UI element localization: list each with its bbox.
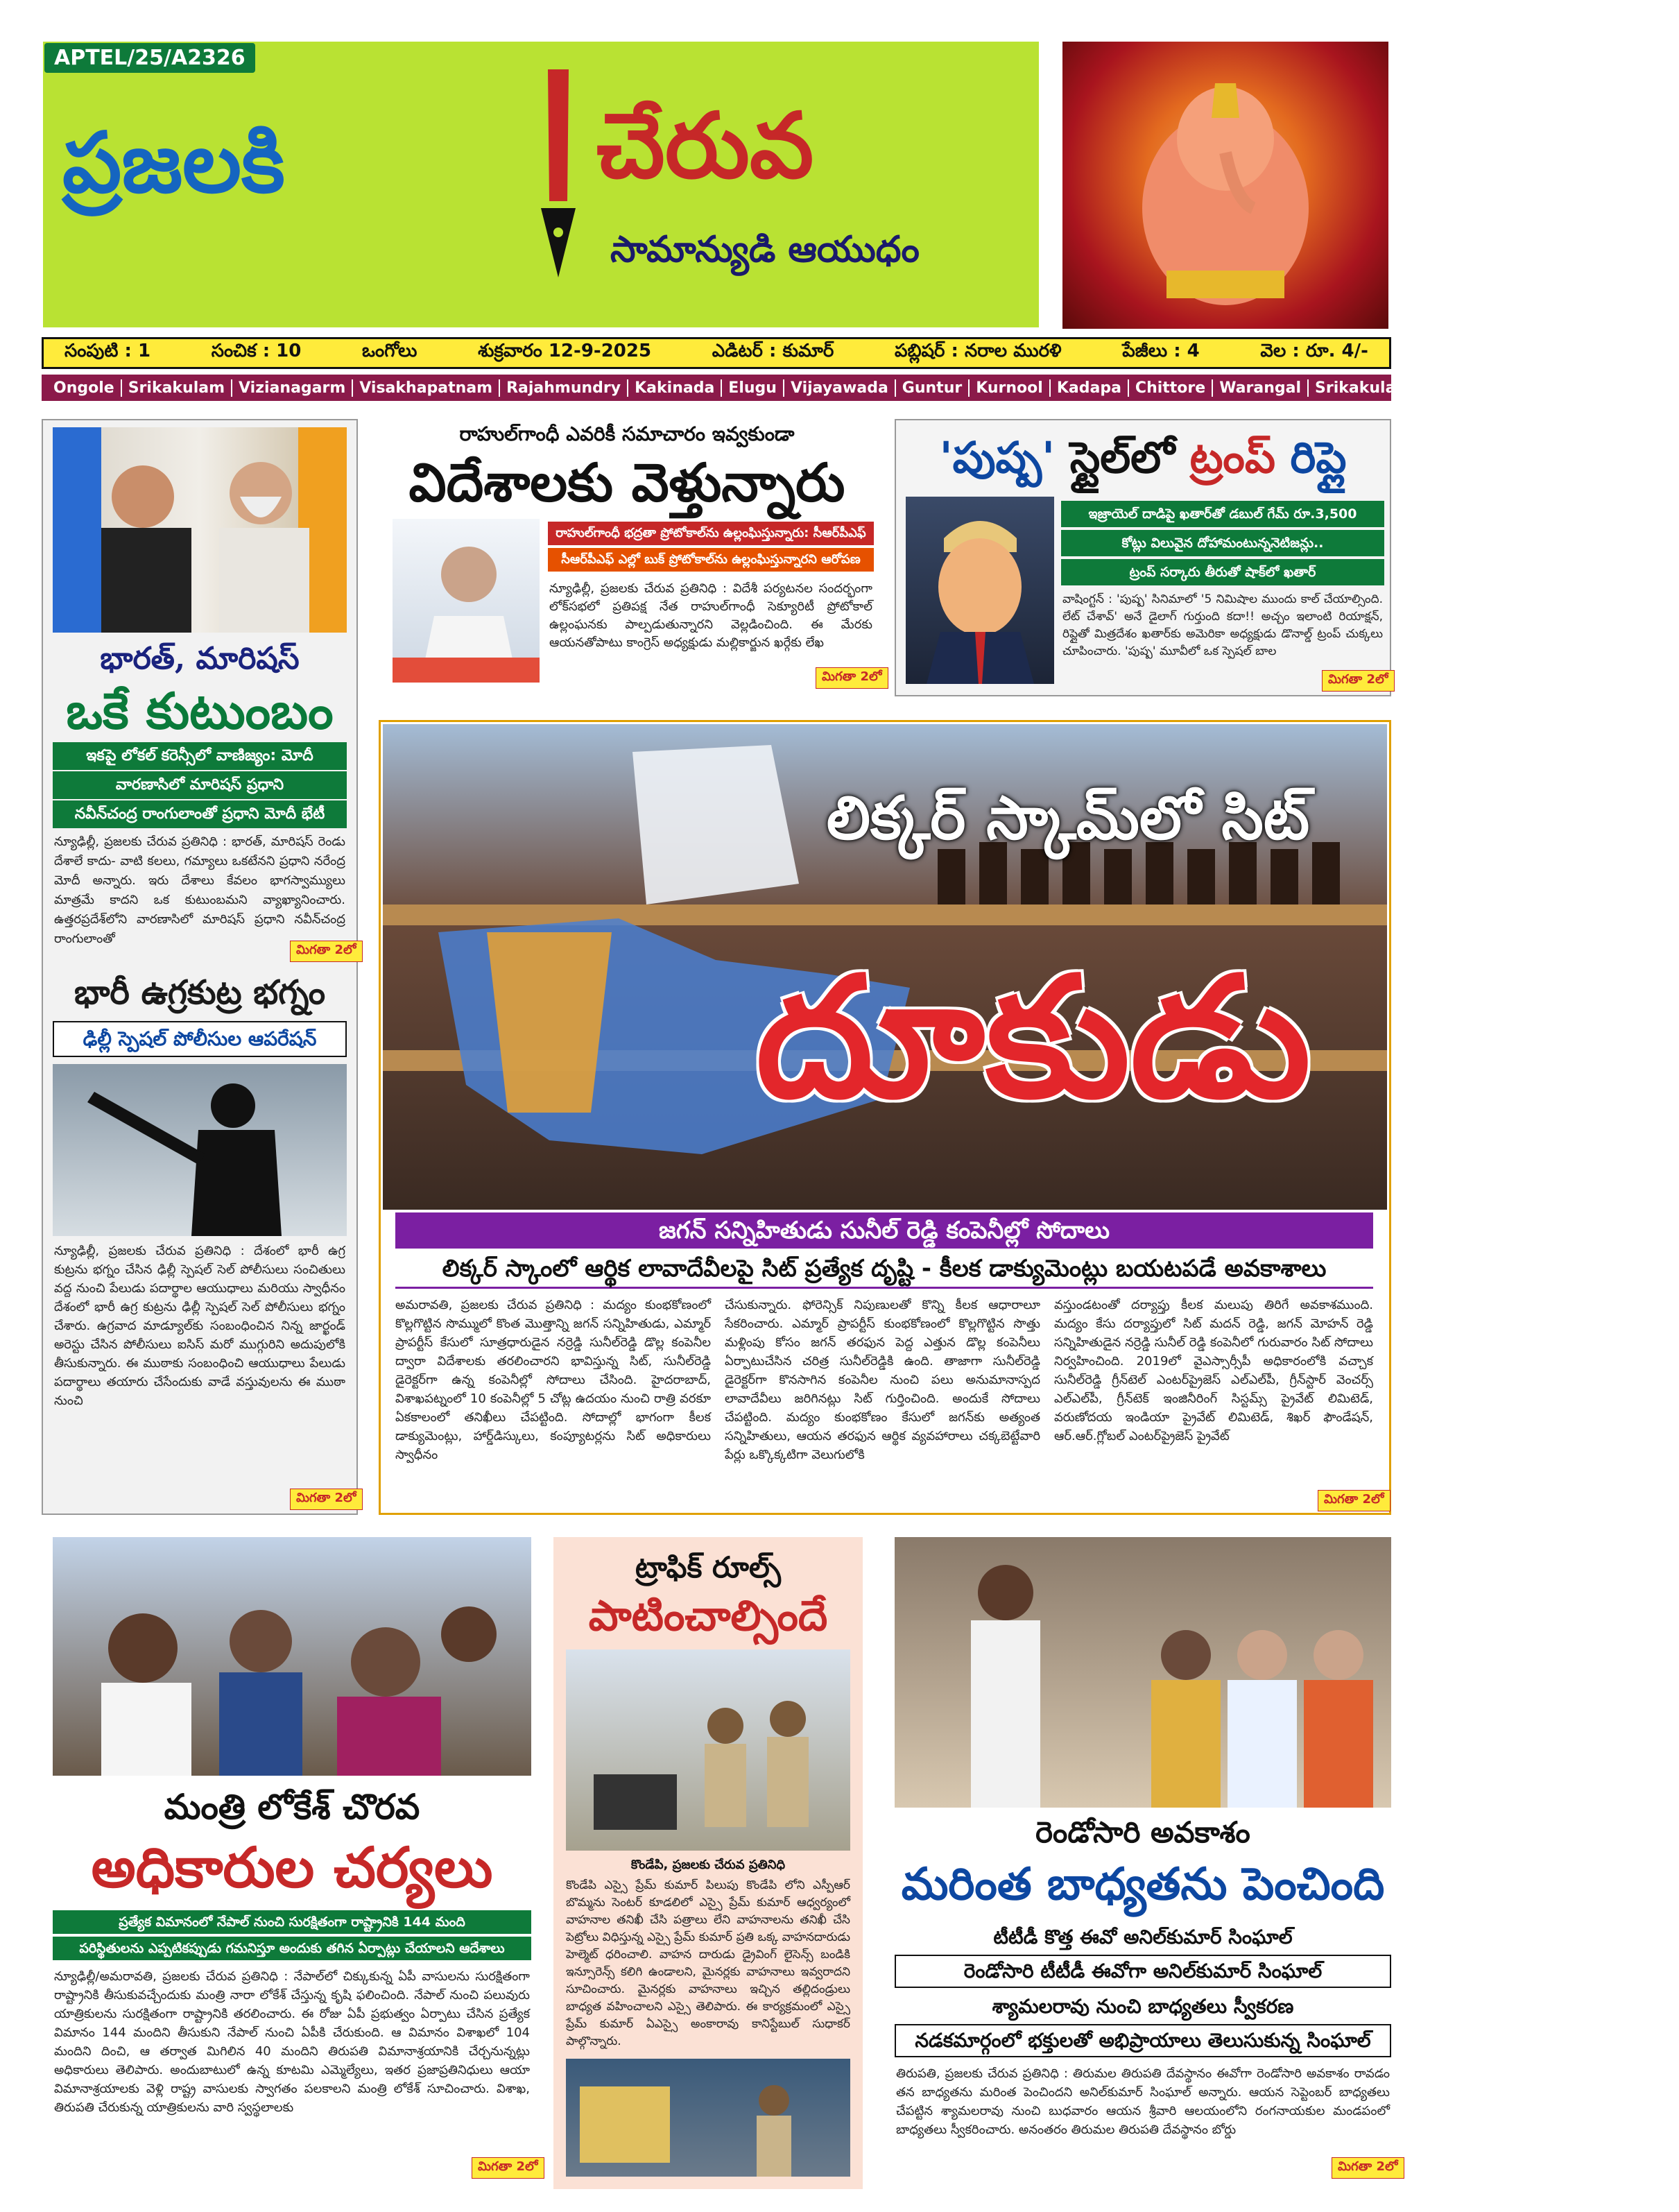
editor: ఎడిటర్ : కుమార్ — [712, 341, 834, 361]
ttd-line1: టీటీడీ కొత్త ఈవో అనిల్‌కుమార్ సింఘాల్ — [993, 1926, 1293, 1948]
terror-more-link[interactable]: మిగతా 2లో — [290, 1489, 363, 1510]
rahul-strip1: రాహుల్‌గాంధీ భద్రతా ప్రోటోకాల్‌ను ఉల్లంఘిస్తున్నారు: సీఆర్‌పీఎఫ్ — [548, 522, 874, 545]
terror-silhouette-photo — [53, 1064, 347, 1236]
traffic-title-small: ట్రాఫిక్ రూల్స్ — [635, 1550, 781, 1584]
city: Warangal — [1213, 379, 1309, 397]
lokesh-bar1: ప్రత్యేక విమానంలో నేపాల్ నుంచి సురక్షితంగా రాష్ట్రానికి 144 మంది — [53, 1910, 531, 1934]
mauritius-title-small: భారత్, మారిషస్ — [100, 641, 300, 676]
mauritius-title-big: ఒకే కుటుంబం — [66, 681, 334, 740]
title-part2: చేరువ — [596, 92, 814, 198]
city: Elugu — [722, 379, 784, 397]
liquor-more-link[interactable]: మిగతా 2లో — [1318, 1490, 1390, 1511]
ttd-line2: రెండోసారి టీటీడీ ఈవోగా అనిల్‌కుమార్ సింఘాల్ — [895, 1955, 1391, 1988]
trump-strip3: ట్రంప్ సర్కారు తీరుతో షాక్‌లో ఖతార్ — [1061, 559, 1384, 585]
ttd-line4: నడకమార్గంలో భక్తులతో అభిప్రాయాలు తెలుసుకున్న సింఘాల్ — [895, 2024, 1391, 2057]
traffic-caption: కొండేపి, ప్రజలకు చేరువ ప్రతినిధి — [630, 1858, 786, 1872]
terror-subtitle: ఢిల్లీ స్పెషల్ పోలీసుల ఆపరేషన్ — [53, 1021, 347, 1057]
issue: సంచిక : 10 — [211, 341, 302, 361]
rahul-more-link[interactable]: మిగతా 2లో — [816, 667, 888, 689]
place: ఒంగోలు — [362, 341, 417, 361]
ttd-photo — [895, 1537, 1391, 1808]
lokesh-title-small: మంత్రి లోకేశ్ చొరవ — [164, 1786, 420, 1827]
modi-mauritius-photo — [53, 427, 347, 633]
city: Visakhapatnam — [353, 379, 500, 397]
city: Hyderabad — [1419, 379, 1526, 397]
trump-more-link[interactable]: మిగతా 2లో — [1322, 670, 1395, 692]
rahul-body: న్యూఢిల్లీ, ప్రజలకు చేరువ ప్రతినిధి : విదేశీ పర్యటనల సందర్భంగా లోక్‌సభలో ప్రతిపక్ష నేత రాహుల్‌గాంధీ సెక్యూరిటీ ప్రోటోకాల్ ఉల్లంఘనకు పాల్పడుతున్నారని వెల్లడించింది. ఈ మేరకు ఆయనతోపాటు కాంగ్రెస్ అధ్యక్షుడు మల్లికార్జున ఖర్గేకు లేఖ — [549, 581, 872, 650]
rahul-kicker: రాహుల్‌గాంధీ ఎవరికీ సమాచారం ఇవ్వకుండా — [459, 422, 795, 445]
lokesh-more-link[interactable]: మిగతా 2లో — [472, 2157, 544, 2179]
liquor-headline2: దూకుడు — [755, 939, 1311, 1135]
city: Rajahmundry — [500, 379, 628, 397]
terror-body: న్యూఢిల్లీ, ప్రజలకు చేరువ ప్రతినిధి : దేశంలో భారీ ఉగ్ర కుట్రను భగ్నం చేసిన ఢిల్లీ స్పెషల్ సెల్ పోలీసులు సంచితులు వద్ద నుంచి పేలుడు పదార్థాల ఆయుధాలు మరియు స్వాధీనం దేశంలో భారీ ఉగ్ర కుట్రను ఢిల్లీ స్పెషల్ సెల్ పోలీసులు భగ్నం చేశారు. ఉగ్రవాద మాడ్యూల్‌కు సంబంధించిన నిన్న జార్ఖండ్ అరెస్టు చేసిన పోలీసులు ఐసిస్ మరో ముగ్గురిని అదుపులోకి తీసుకున్నారు. ఈ ముఠాకు సంబంధించి ఆయుధాలు పేలుడు పదార్థాలు తయారు చేసేందుకు వాడే వస్తువులను ఈ ముఠా నుంచి — [54, 1244, 345, 1408]
liquor-headline1: లిక్కర్ స్కామ్‌లో సిట్ — [826, 783, 1310, 853]
date: శుక్రవారం 12-9-2025 — [478, 341, 652, 361]
ttd-line3: శ్యామలరావు నుంచి బాధ్యతలు స్వీకరణ — [992, 1995, 1294, 2018]
rahul-title: విదేశాలకు వెళ్తున్నారు — [408, 452, 845, 513]
trump-title-a: 'పుష్ప' — [939, 432, 1056, 483]
city: Kakinada — [628, 379, 722, 397]
terror-title: భారీ ఉగ్రకుట్ర భగ్నం — [74, 973, 326, 1012]
trump-title-c: ట్రంప్ — [1189, 432, 1275, 483]
traffic-title-big: పాటించాల్సిందే — [588, 1592, 828, 1640]
publisher: పబ్లిషర్ : నరాల మురళి — [894, 341, 1062, 361]
traffic-photo-2 — [566, 2059, 850, 2177]
liquor-col3: వస్తుండటంతో దర్యాప్తు కీలక మలుపు తిరిగే అవకాశముంది. మద్యం కేసు దర్యాప్తులో సిట్ మదన్ రెడ్డి, జగన్ మోహన్ రెడ్డి సన్నిహితుడైన నర్రెడ్డి సునీల్ రెడ్డి కంపెనీలో గురువారం సిట్ సోదాలు నిర్వహించింది. 2019లో వైఎస్సార్సీపీ అధికారంలోకి వచ్చాక సునీల్‌రెడ్డి గ్రీన్‌టెల్ ఎంటర్‌ప్రైజెస్ ఎల్‌ఎల్‌పీ, గ్రీన్‌స్టార్ వెంచర్స్ ఎల్‌ఎల్‌పీ, గ్రీన్‌టెక్ ఇంజినీరింగ్ సిస్టమ్స్ ప్రైవేట్ లిమిటెడ్, వరుణోదయ ఇండియా ప్రైవేట్ లిమిటెడ్, శిఖర్ ఫౌండేషన్, ఆర్.ఆర్.గ్లోబల్ ఎంటర్‌ప్రైజెస్ ప్రైవేట్ — [1054, 1298, 1373, 1443]
trump-title-d: రిప్లై — [1290, 432, 1347, 483]
city: Ongole — [47, 379, 122, 397]
title-part1: ప్రజలకి — [62, 114, 285, 212]
ttd-kicker: రెండోసారి అవకాశం — [1035, 1815, 1250, 1849]
liquor-bar2: లిక్కర్ స్కాంలో ఆర్థిక లావాదేవీలపై సిట్ ప్రత్యేక దృష్టి - కీలక డాక్యుమెంట్లు బయటపడే అవకాశాలు — [395, 1249, 1373, 1289]
mauritius-bar2: వారణాసిలో మారిషస్ ప్రధాని — [53, 771, 347, 799]
trump-body: వాషింగ్టన్ : 'పుష్ప' సినిమాలో '5 నిమిషాల ముందు కాల్ చేయాల్సింది. లేట్ చేశావ్' అనే డైలాగ్ గుర్తుంది కదా!! అచ్చం ఇలాంటి రియాక్షన్, రిప్లైతో మిత్రదేశం ఖతార్‌కు అమెరికా అధ్యక్షుడు డొనాల్డ్ ట్రంప్ చుక్కలు చూపించారు. 'పుష్ప' మూవీలో ఒక స్పెషల్ బాల — [1062, 592, 1383, 658]
liquor-col2: చేసుకున్నారు. ఫోరెన్సిక్ నిపుణులతో కొన్ని కీలక ఆధారాలూ సేకరించారు. ఎమ్మార్ ప్రాపర్టీస్ కుంభకోణంలో కొల్లగొట్టిన సొత్తు మళ్లింపు కోసం జగన్ తరఫున పెద్ద ఎత్తున డొల్ల కంపెనీలు ఏర్పాటుచేసిన చరిత్ర సునీల్‌రెడ్డికి ఉంది. తాజాగా సునీల్‌రెడ్డి డైరెక్టర్‌గా కొనసాగిన కంపెనీల నుంచి పలు అనుమానాస్పద లావాదేవీలు జరిగినట్లు సిట్ గుర్తించింది. అందుకే సోదాలు చేపట్టింది. మద్యం కుంభకోణం కేసులో జగన్‌కు అత్యంత సన్నిహితులు, ఆయన తరఫున ఆర్థిక వ్యవహారాలు చక్కబెట్టేవారి పేర్లు ఒక్కొక్కటిగా వెలుగులోకి — [725, 1298, 1040, 1462]
city: Vijayawada — [784, 379, 896, 397]
cities-bar — [42, 375, 1673, 401]
price: వెల : రూ. 4/- — [1260, 341, 1368, 361]
trump-title-b: స్టైల్‌లో — [1069, 432, 1175, 483]
traffic-body: కొండేపి ఎస్సై ప్రేమ్ కుమార్ పిలుపు కొండేపి లోని ఎస్పీఆర్ బొమ్మను సెంటర్ కూడలిలో ఎస్సై ప్రేమ్ కుమార్ ఆధ్వర్యంలో వాహనాల తనిఖీ చేసి పత్రాలు లేని వాహనాలను తనిఖీ చేసి పెట్రోలు విధిస్తున్న ఎస్సై ప్రేమ్ కుమార్ ప్రతి ఒక్క వాహనదారుడు హెల్మెట్ ధరించాలి. వాహన దారుడు డ్రైవింగ్ లైసెన్స్ బండికి ఇన్సూరెన్స్ కలిగి ఉండాలని, మైనర్లకు వాహనాలు ఇవ్వరాదని సూచించారు. మైనర్లకు వాహనాలు ఇచ్చిన తల్లిదండ్రులు బాధ్యత వహించాలని ఎస్సై తెలిపారు. ఈ కార్యక్రమంలో ఎస్సై ప్రేమ్ కుమార్ ఏఎస్సై అంకారావు కానిస్టేబుల్ సుధాకర్ పాల్గొన్నారు. — [566, 1878, 850, 2048]
lokesh-title-big: అధికారుల చర్యలు — [91, 1835, 493, 1900]
trump-photo — [906, 497, 1054, 684]
mauritius-more-link[interactable]: మిగతా 2లో — [290, 941, 363, 962]
city: Kurnool — [970, 379, 1051, 397]
pages: పేజీలు : 4 — [1122, 341, 1200, 361]
trump-title — [895, 423, 1391, 492]
registration-number: APTEL/25/A2326 — [44, 43, 255, 73]
tagline: సామాన్యుడి ఆయుధం — [610, 229, 920, 271]
trump-strip2: కోట్లు విలువైన దోహామంటున్ననెటిజన్లు.. — [1061, 530, 1384, 556]
liquor-col1: అమరావతి, ప్రజలకు చేరువ ప్రతినిధి : మద్యం కుంభకోణంలో కొల్లగొట్టిన సొమ్ములో కొంత మొత్తాన్ని జగన్ సన్నిహితుడు, ఎమ్మార్ ప్రాపర్టీస్ కేసులో సూత్రధారుడైన నర్రెడ్డి సునీల్‌రెడ్డి డొల్ల కంపెనీల ద్వారా విదేశాలకు తరలించారని భావిస్తున్న సిట్, సునీల్‌రెడ్డి డైరెక్టర్‌గా ఉన్న కంపెనీల్లో సోదాలు చేసింది. హైదరాబాద్, విశాఖపట్నంలో 10 కంపెనీల్లో 5 చోట్ల ఉదయం నుంచి రాత్రి వరకూ ఏకకాలంలో తనిఖీలు చేపట్టింది. సోదాల్లో భాగంగా కీలక డాక్యుమెంట్లు, హార్డ్‌డిస్కులు, కంప్యూటర్లను సిట్ అధికారులు స్వాధీనం — [395, 1298, 711, 1462]
mauritius-bar1: ఇకపై లోకల్ కరెన్సీలో వాణిజ్యం: మోదీ — [53, 742, 347, 770]
volume: సంపుటి : 1 — [64, 341, 151, 361]
traffic-photo-1 — [566, 1649, 850, 1851]
city: Guntur — [896, 379, 970, 397]
ttd-body: తిరుపతి, ప్రజలకు చేరువ ప్రతినిధి : తిరుమల తిరుపతి దేవస్థానం ఈవోగా రెండోసారి అవకాశం రావడం తన బాధ్యతను మరింత పెంచిందని అనిల్‌కుమార్ సింఘాల్ అన్నారు. ఆయన సెప్టెంబర్ బాధ్యతలు చేపట్టిన శ్యామలరావు నుంచి బుధవారం ఆయన శ్రీవారి ఆలయంలోని రంగనాయకుల మండపంలో బాధ్యతలు స్వీకరించారు. అనంతరం తిరుమల తిరుపతి దేవస్థానం బోర్డు — [896, 2066, 1390, 2137]
city: Mehabubanagar — [1533, 379, 1673, 397]
city: Kadapa — [1051, 379, 1129, 397]
lokesh-bar2: పరిస్థితులను ఎప్పటికప్పుడు గమనిస్తూ అందుకు తగిన ఏర్పాట్లు చేయాలని ఆదేశాలు — [53, 1937, 531, 1960]
ttd-more-link[interactable]: మిగతా 2లో — [1332, 2157, 1404, 2179]
mauritius-body: న్యూఢిల్లీ, ప్రజలకు చేరువ ప్రతినిధి : భారత్, మారిషస్ రెండు దేశాలే కాదు- వాటి కలలు, గమ్యాలు ఒకటేనని ప్రధాని నరేంద్ర మోదీ అన్నారు. ఇరు దేశాలు కేవలం భాగస్వామ్యులు మాత్రమే కాదని ఒక కుటుంబమని వ్యాఖ్యానించారు. ఉత్తరప్రదేశ్‌లోని వారణాసిలో మారిషస్ ప్రధాని నవీన్‌చంద్ర రాంగులాంతో — [54, 834, 345, 946]
ganesha-image — [1062, 42, 1388, 329]
mauritius-bar3: నవీన్‌చంద్ర రాంగులాంతో ప్రధాని మోదీ భేటీ — [53, 800, 347, 828]
info-bar — [42, 337, 1391, 369]
lokesh-photo — [53, 1537, 531, 1776]
city: Chittore — [1129, 379, 1213, 397]
ttd-title: మరింత బాధ్యతను పెంచింది — [901, 1858, 1385, 1910]
city: Srikakulam — [1309, 379, 1419, 397]
pen-nib-icon — [527, 62, 589, 284]
trump-strip1: ఇజ్రాయెల్ దాడిపై ఖతార్‌తో డబుల్ గేమ్ రూ.3,500 — [1061, 501, 1384, 527]
rahul-photo — [393, 519, 540, 683]
liquor-bar1: జగన్ సన్నిహితుడు సునీల్ రెడ్డి కంపెనీల్లో సోదాలు — [395, 1212, 1373, 1249]
lokesh-body: న్యూఢిల్లీ/అమరావతి, ప్రజలకు చేరువ ప్రతినిధి : నేపాల్‌లో చిక్కుకున్న ఏపీ వాసులను సురక్షితంగా రాష్ట్రానికి తీసుకువచ్చేందుకు మంత్రి నారా లోకేశ్ చేస్తున్న కృషి ఫలించింది. నేపాల్ నుంచి పలువురు యాత్రికులను సురక్షితంగా రాష్ట్రానికి తరలించారు. ఈ రోజు ఏపీ ప్రభుత్వం ఏర్పాటు చేసిన ప్రత్యేక విమానం 144 మందిని తీసుకుని నేపాల్ నుంచి ఏపీకి చేరుకుంది. ఆ విమానం విశాఖలో 104 మందిని దించి, ఆ తర్వాత మిగిలిన 40 మందిని తిరుపతి విమానాశ్రయానికి చేర్చనున్నట్లు అధికారులు తెలిపారు. అందుబాటులో ఉన్న కూటమి ఎమ్మెల్యేలు, ఇతర ప్రజాప్రతినిధులు ఆయా విమానాశ్రయాలకు వెళ్లి రాష్ట్ర వాసులకు స్వాగతం పలకాలని మంత్రి లోకేశ్ సూచించారు. విశాఖ, తిరుపతి చేరుకున్న యాత్రికులను వారి స్వస్థలాలకు — [54, 1969, 530, 2115]
rahul-strip2: సీఆర్‌పీఎఫ్ ఎల్లో బుక్ ప్రోటోకాల్‌ను ఉల్లంఘిస్తున్నారని ఆరోపణ — [548, 548, 874, 572]
city: Vizianagarm — [232, 379, 353, 397]
city: Srikakulam — [122, 379, 232, 397]
